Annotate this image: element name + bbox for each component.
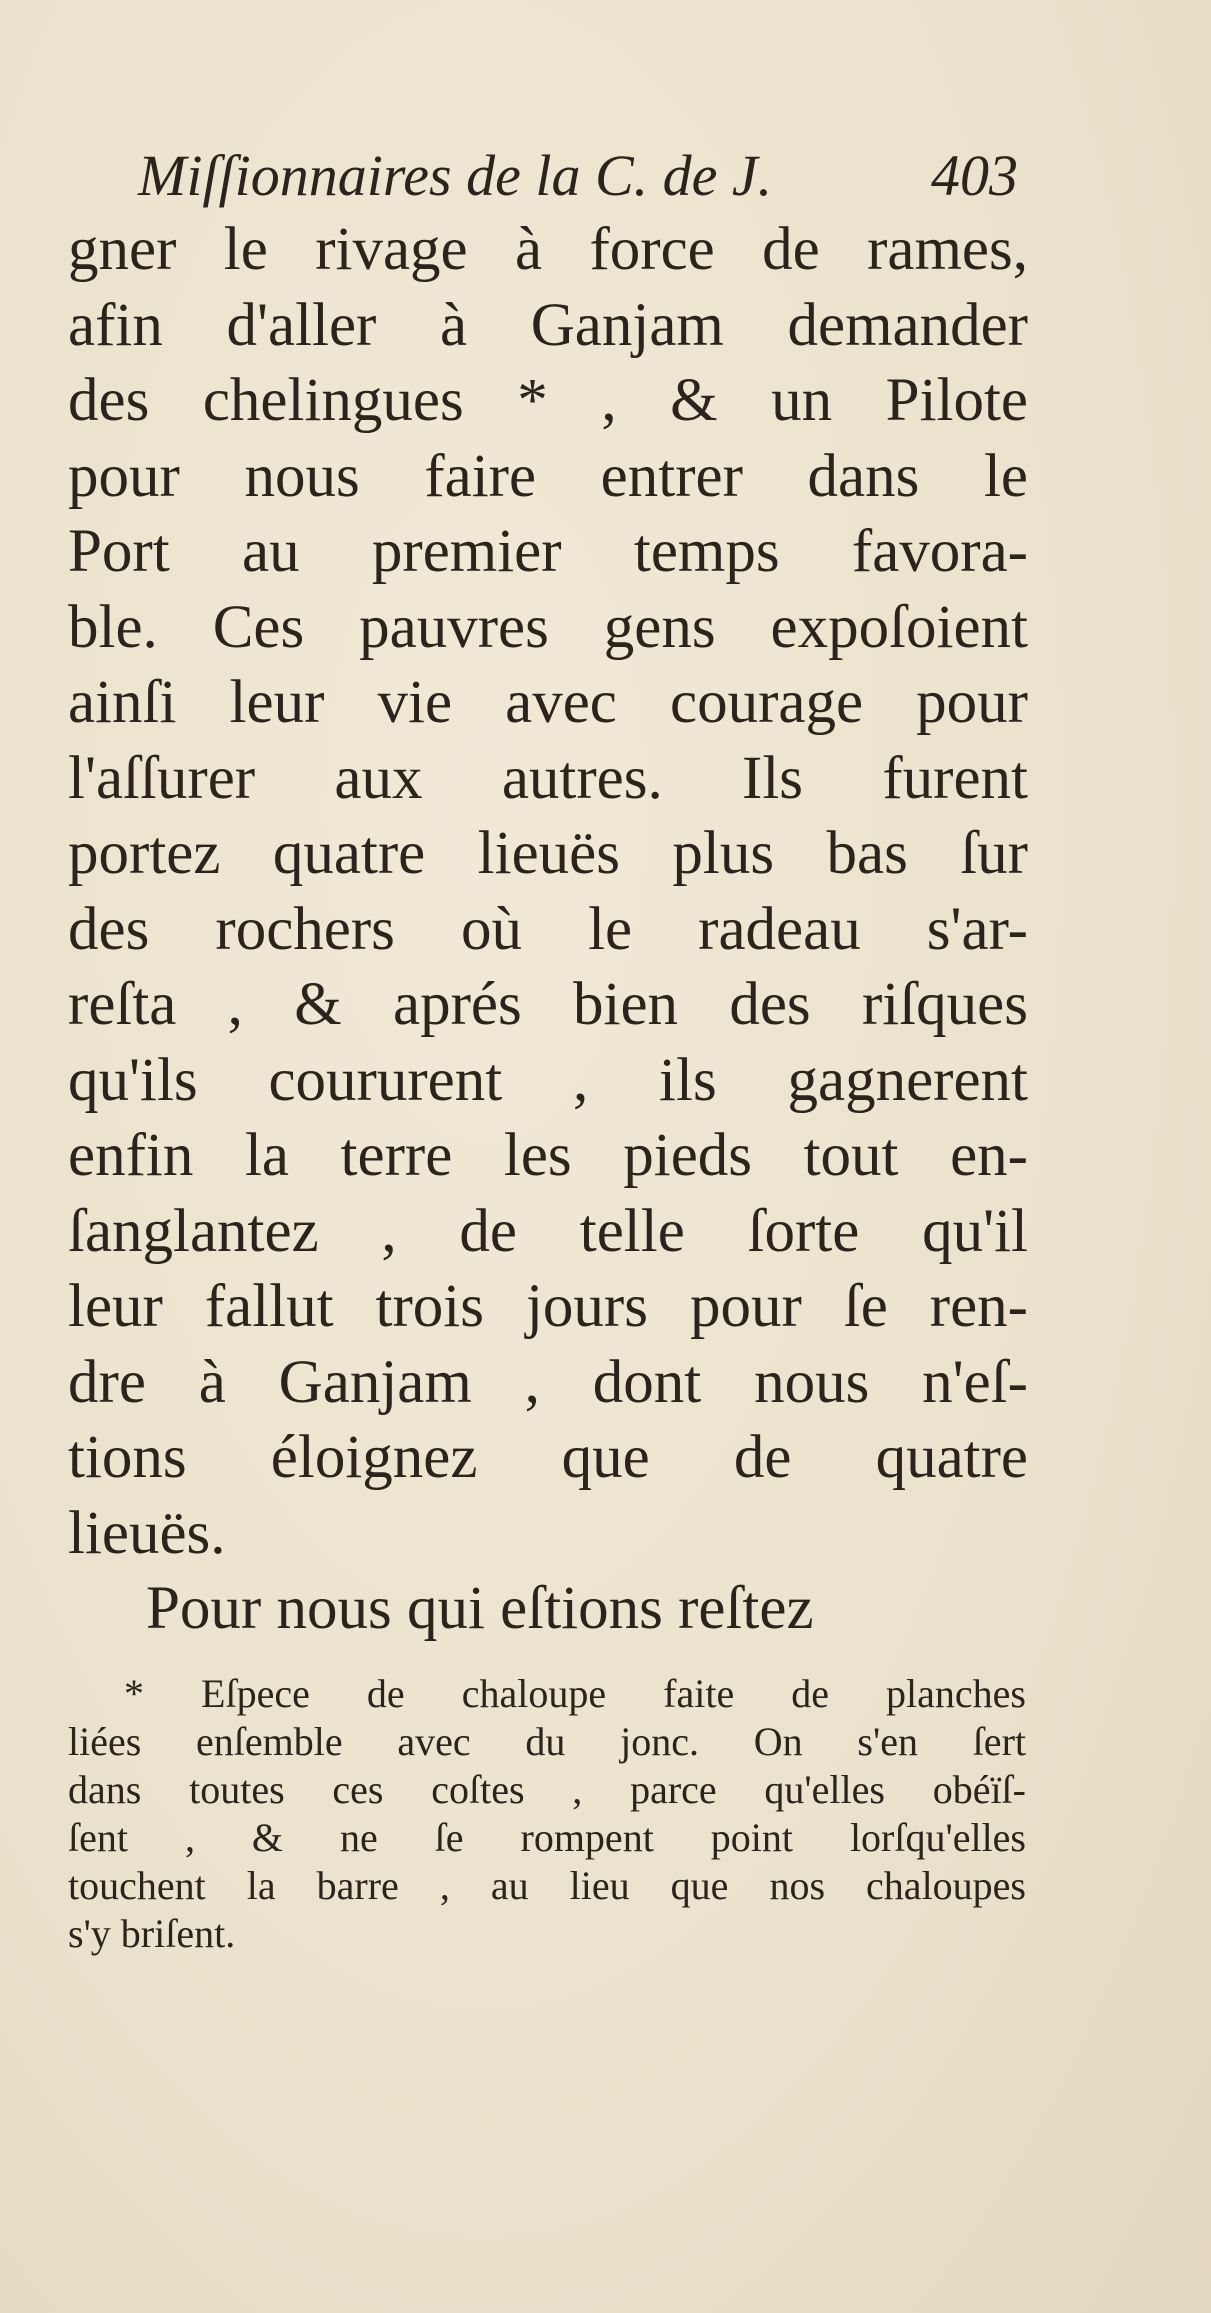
paragraph-start-line: Pour nous qui eſtions reſtez <box>146 1575 814 1642</box>
text-line: reſta , & aprés bien des riſques <box>68 971 1028 1038</box>
text-line: tions éloignez que de quatre <box>68 1424 1028 1491</box>
text-line: Port au premier temps favora- <box>68 518 1028 585</box>
body-text <box>68 212 1028 1647</box>
text-line: enfin la terre les pieds tout en- <box>68 1122 1028 1189</box>
text-line: qu'ils coururent , ils gagnerent <box>68 1046 1028 1114</box>
text-line: ſanglantez , de telle ſorte qu'il <box>68 1197 1028 1265</box>
text-line: lieuës. <box>68 1499 226 1567</box>
footnote-line: dans toutes ces coſtes , parce qu'elles obéïſ- <box>68 1767 1026 1812</box>
text-line: pour nous faire entrer dans le <box>68 442 1028 510</box>
text-line: gner le rivage à force de rames, <box>68 216 1028 283</box>
footnote-line: * Eſpece de chaloupe faite de planches <box>124 1671 1026 1716</box>
text-line: ainſi leur vie avec courage pour <box>68 669 1028 736</box>
footnote-line: ſent , & ne ſe rompent point lorſqu'elles <box>68 1815 1026 1860</box>
text-line: l'aſſurer aux autres. Ils furent <box>68 744 1028 812</box>
text-line: afin d'aller à Ganjam demander <box>68 291 1028 359</box>
page-header <box>138 142 1018 212</box>
text-line: dre à Ganjam , dont nous n'eſ- <box>68 1348 1028 1416</box>
page-number: 403 <box>931 143 1018 208</box>
text-line: des chelingues * , & un Pilote <box>68 367 1028 434</box>
text-line: ble. Ces pauvres gens expoſoient <box>68 593 1028 661</box>
text-line: portez quatre lieuës plus bas ſur <box>68 820 1028 887</box>
footnote-line: liées enſemble avec du jonc. On s'en ſert <box>68 1719 1026 1764</box>
running-title: Miſſionnaires de la C. de J. <box>138 143 773 208</box>
footnote-line: s'y briſent. <box>68 1911 236 1956</box>
footnote-line: touchent la barre , au lieu que nos chaloupes <box>68 1863 1026 1908</box>
text-line: des rochers où le radeau s'ar- <box>68 895 1028 963</box>
text-line: leur fallut trois jours pour ſe ren- <box>68 1273 1028 1340</box>
footnote <box>68 1670 1026 1958</box>
